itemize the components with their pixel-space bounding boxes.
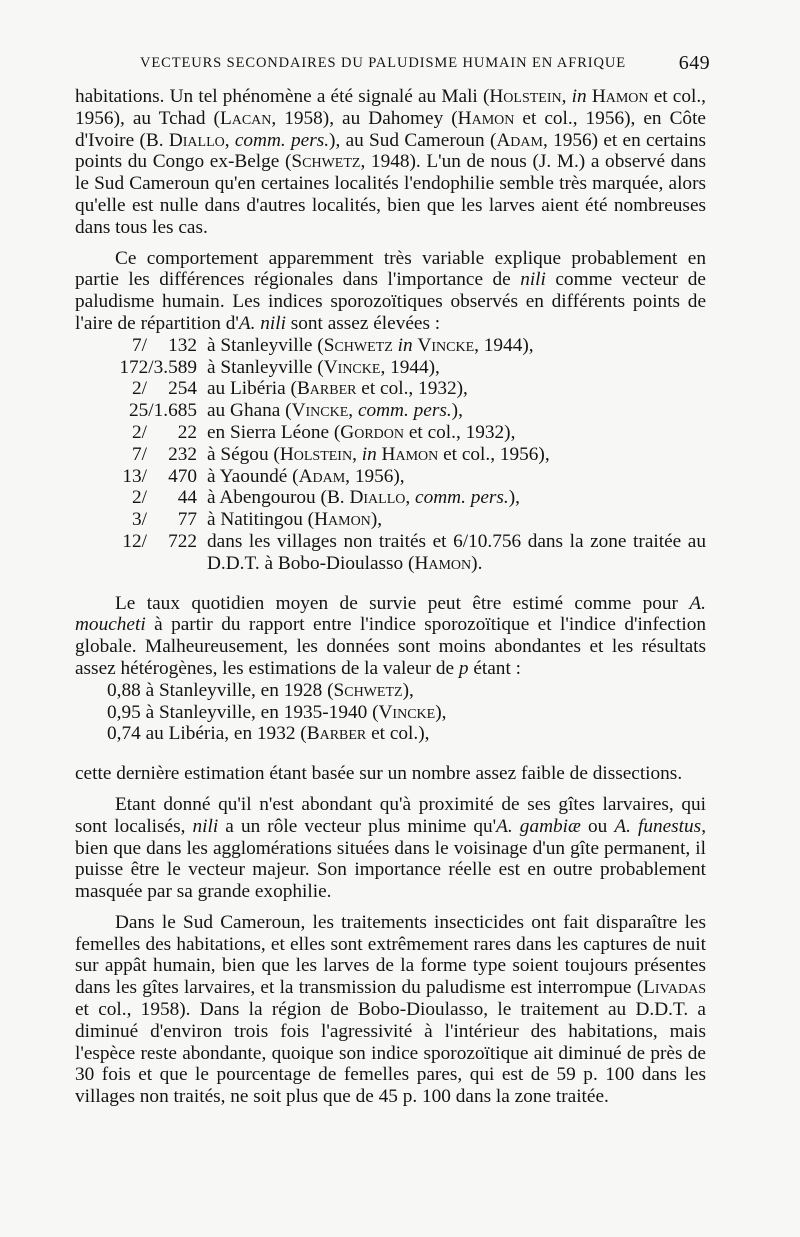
running-title: VECTEURS SECONDAIRES DU PALUDISME HUMAIN EN AFRIQUE	[140, 55, 627, 71]
list-item: 2/ 22 en Sierra Léone (Gordon et col., 1932),	[132, 421, 516, 443]
paragraph-5: Etant donné qu'il n'est abondant qu'à proximité de ses gîtes larvaires, qui sont localisés, nili a un rôle vecteur plus minime qu'A. gambiæ ou A. funestus, bien que dans les agglomérations situées dans le voisinage d'un gîte permanent, il puisse être le vecteur majeur. Son importance réelle est en outre probablement masquée par sa grande exophilie.	[75, 793, 707, 903]
list-item: 25/1.685 au Ghana (Vincke, comm. pers.),	[128, 400, 463, 422]
list-item: 2/ 44 à Abengourou (B. Diallo, comm. pers.),	[132, 487, 520, 509]
paragraph-3: Le taux quotidien moyen de survie peut être estimé comme pour A. moucheti à partir du rapport entre l'indice sporozoïtique et l'indice d'infection globale. Malheureusement, les données sont moins abondantes et les résultats assez hétérogènes, les estimations de la valeur de p étant :	[75, 592, 706, 679]
list-item: 0,88 à Stanleyville, en 1928 (Schwetz),	[107, 679, 414, 701]
survival-rate-list	[75, 680, 706, 745]
body-text	[75, 86, 706, 1108]
page-number: 649	[678, 52, 710, 74]
sporozoite-index-list	[75, 335, 706, 575]
list-item: 7/ 132 à Stanleyville (Schwetz in Vincke, 1944),	[132, 334, 534, 356]
paragraph-6: Dans le Sud Cameroun, les traitements insecticides ont fait disparaître les femelles des habitations, et elles sont extrêmement rares dans les captures de nuit sur appât humain, bien que les larves de la forme type soient toujours présentes dans les gîtes larvaires, et la transmission du paludisme est interrompue (Livadas et col., 1958). Dans la région de Bobo-Dioulasso, le traitement au D.D.T. a diminué d'environ trois fois l'agressivité à l'intérieur des habitations, mais l'espèce reste abondante, quoique son indice sporozoïtique ait diminué de près de 30 fois et que le pourcentage de femelles pares, qui est de 59 p. 100 dans les villages non traités, ne soit plus que de 45 p. 100 dans la zone traitée.	[75, 911, 706, 1108]
list-item: 7/ 232 à Ségou (Holstein, in Hamon et col., 1956),	[132, 443, 550, 465]
paragraph-4: cette dernière estimation étant basée sur un nombre assez faible de dissections.	[75, 763, 683, 785]
list-item: 0,95 à Stanleyville, en 1935-1940 (Vincke),	[107, 701, 447, 723]
list-item: 12/ 722 dans les villages non traités et 6/10.756 dans la zone traitée au D.D.T. à Bobo-Dioulasso (Hamon).	[122, 530, 706, 574]
list-item: 13/ 470 à Yaoundé (Adam, 1956),	[122, 465, 405, 487]
list-item: 3/ 77 à Natitingou (Hamon),	[132, 509, 383, 531]
paragraph-2: Ce comportement apparemment très variable explique probablement en partie les différences régionales dans l'importance de nili comme vecteur de paludisme humain. Les indices sporozoïtiques observés en différents points de l'aire de répartition d'A. nili sont assez élevées :	[75, 247, 706, 334]
paragraph-1: habitations. Un tel phénomène a été signalé au Mali (Holstein, in Hamon et col., 1956), au Tchad (Lacan, 1958), au Dahomey (Hamon et col., 1956), en Côte d'Ivoire (B. Diallo, comm. pers.), au Sud Cameroun (Adam, 1956) et en certains points du Congo ex-Belge (Schwetz, 1948). L'un de nous (J. M.) a observé dans le Sud Cameroun qu'en certaines localités l'endophilie semble très marquée, alors qu'elle est nulle dans d'autres localités, bien que les larves aient été nombreuses dans tous les cas.	[75, 86, 707, 238]
list-item: 172/3.589 à Stanleyville (Vincke, 1944),	[119, 356, 440, 378]
list-item: 0,74 au Libéria, en 1932 (Barber et col.),	[107, 723, 430, 745]
list-item: 2/ 254 au Libéria (Barber et col., 1932),	[132, 378, 468, 400]
